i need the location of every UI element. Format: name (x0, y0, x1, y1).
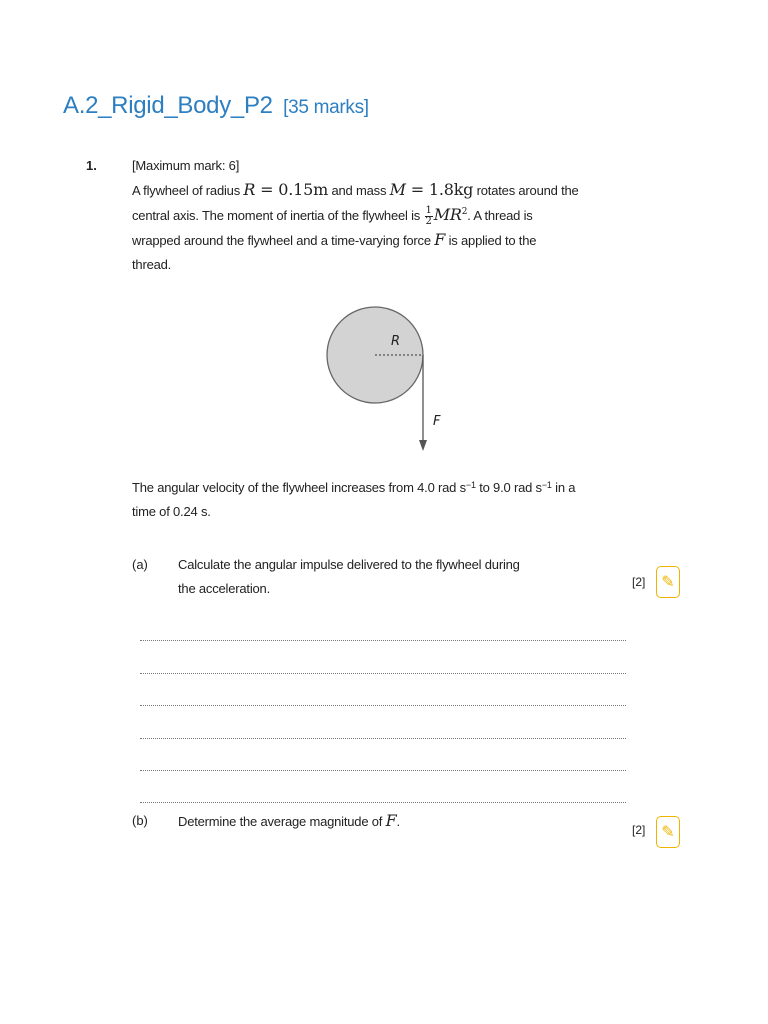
part-b-label: (b) (132, 813, 148, 828)
intro-line-3: wrapped around the flywheel and a time-varying force F is applied to the (132, 230, 537, 249)
pencil-icon[interactable]: ✎ (656, 566, 680, 598)
part-a-marks: [2] (632, 575, 646, 589)
force-label: F (433, 414, 441, 429)
velocity-line-1: The angular velocity of the flywheel increases from 4.0 rad $s^{-1}$ to 9.0 rad $s^{-1}$ in a (132, 480, 576, 495)
answer-line[interactable] (140, 802, 626, 803)
intro-line-1: A flywheel of radius R = 0.15m and mass M = 1.8kg rotates around the (132, 180, 579, 199)
question-number: 1. (86, 158, 97, 173)
pencil-icon[interactable]: ✎ (656, 816, 680, 848)
inertia-fraction: $\frac{1}{2}$ (425, 205, 432, 228)
inertia-expression: $MR^2$ (433, 205, 468, 224)
force-arrowhead (419, 440, 427, 451)
force-symbol: F (434, 230, 446, 249)
intro-line-4: thread. (132, 257, 172, 272)
flywheel-diagram (320, 300, 460, 460)
force-symbol: F (385, 811, 397, 830)
radius-label: R (391, 334, 401, 349)
answer-line[interactable] (140, 640, 626, 641)
title-text: A.2_Rigid_Body_P2 (63, 92, 273, 119)
intro-line-2: central axis. The moment of inertia of the flywheel is $\frac{1}{2}$ $MR^2$. A thread is (132, 205, 533, 228)
velocity-text (132, 476, 652, 524)
answer-line[interactable] (140, 738, 626, 739)
part-b-text: Determine the average magnitude of F. (178, 811, 400, 830)
max-mark: [Maximum mark: 6] (132, 158, 240, 173)
part-b-marks: [2] (632, 823, 646, 837)
answer-line[interactable] (140, 770, 626, 771)
question-intro (132, 154, 652, 277)
part-a-text: Calculate the angular impulse delivered to the flywheel during the acceleration. (178, 557, 520, 596)
part-a-label: (a) (132, 557, 148, 572)
answer-line[interactable] (140, 673, 626, 674)
page-title (63, 92, 369, 120)
velocity-line-2: time of 0.24 s. (132, 504, 211, 519)
mass-expression: M = 1.8kg (389, 180, 474, 199)
answer-line[interactable] (140, 705, 626, 706)
total-marks: [35 marks] (283, 97, 369, 118)
radius-expression: R = 0.15m (243, 180, 329, 199)
